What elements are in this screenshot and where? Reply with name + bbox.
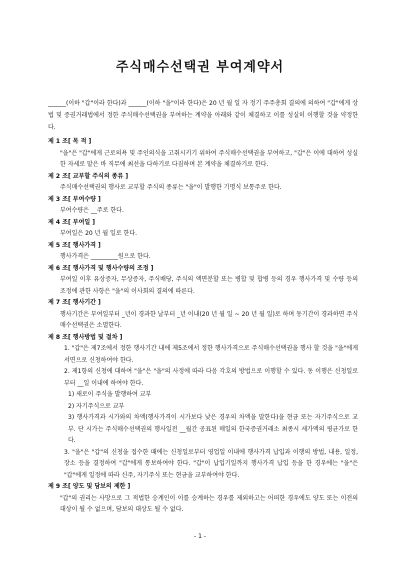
article-1 xyxy=(48,136,358,171)
article-heading: 제 2 조[ 교부할 주식의 종류 ] xyxy=(48,172,129,180)
article-item: 1. "갑"은 제7조에서 정한 행사기간 내에 제5조에서 정한 행사가격으로 주식매수선택권을 행사 할 것을 "을"에게 서면으로 신청하여야 한다. xyxy=(64,345,358,364)
article-5 xyxy=(48,240,358,263)
article-text: "갑"의 권리는 사망으로 그 적법한 승계인이 이를 승계하는 경우를 제외하고는 어떠한 경우에도 양도 또는 이전의 대상이 될 수 없으며, 담보의 대상도 될 수 없다. xyxy=(60,494,358,513)
article-9 xyxy=(48,481,358,516)
article-text: 부여일은 20 년 월 일로 한다. xyxy=(60,230,138,237)
article-subitem: 2) 자기주식으로 교부 xyxy=(68,402,125,410)
article-heading: 제 8 조[ 행사방법 및 절차 ] xyxy=(48,333,123,341)
article-heading: 제 6 조[ 행사가격 및 행사수량의 조정 ] xyxy=(48,264,154,272)
article-heading: 제 4 조[ 부여일 ] xyxy=(48,218,95,226)
article-text: 행사기간은 부여일부터 _년이 경과한 날부터 _년 이내(20 년 월 일 ~ 20 년 월 일)로 하며 동기간이 경과하면 주식매수선택권은 소멸한다. xyxy=(60,310,358,329)
article-text: 부여일 이후 유상증자, 무상증자, 주식배당, 주식의 액면분할 또는 병합 및 합병 등의 경우 행사가격 및 수량 등의 조정에 관한 사항은 "을"의 이사회의 결의에 따른다. xyxy=(60,276,358,295)
article-text: 행사가격은 _________원으로 한다. xyxy=(60,253,151,260)
article-6 xyxy=(48,263,358,298)
intro-paragraph: ______(이하 "갑"이라 한다)과 ______(이하 "을"이라 한다)은 20 년 월 일 자 정기 주주총회 결의에 의하여 "갑"에게 상법 및 증권거래법에서 정한 주식매수선택권을 부여하는 계약을 아래와 같이 체결하고 이를 성실히 이행할 것을 약정한다. xyxy=(48,100,358,131)
document-title: 주식매수선택권 부여계약서 xyxy=(115,60,285,75)
article-item: 2. 제1항의 신청에 대하여 "을"은 "을"의 사정에 따라 다음 각호의 방법으로 이행할 수 있다. 동 이행은 신청일로부터 __일 이내에 하여야 한다. xyxy=(64,368,358,387)
article-text: "을"은 "갑"에게 근로의욕 및 주인의식을 고취시키기 위하여 주식매수선택권을 부여하고, "갑"은 이에 대하여 성실한 자세로 맡은 바 직무에 최선을 다하기로 다짐하며 본 계약을 체결하기로 한다. xyxy=(60,149,358,168)
article-8 xyxy=(48,332,358,482)
article-3 xyxy=(48,194,358,217)
article-heading: 제 7 조[ 행사기간 ] xyxy=(48,299,101,306)
article-subitem: 1) 새로이 주식을 발행하여 교부 xyxy=(68,391,152,398)
article-heading: 제 9 조[ 양도 및 담보의 제한 ] xyxy=(48,483,131,490)
article-item: 3. "을"은 "갑"의 신청을 접수한 때에는 신청일로부터 영업일 이내에 행사가격 납입과 이행의 방법, 내용, 일정, 장소 등을 결정하여 "갑"에게 통보하여야 한다. "갑"이 납입기일까지 행사가격 납입 등을 한 경우에는 "을"은 "갑"에게 일정에 따라 신주, 자기주식 또는 현금을 교부하여야 한다. xyxy=(64,448,358,479)
document-body xyxy=(48,136,358,516)
article-heading: 제 1 조[ 목 적 ] xyxy=(48,138,92,145)
article-2 xyxy=(48,171,358,194)
article-4 xyxy=(48,217,358,240)
article-heading: 제 3 조[ 부여수량 ] xyxy=(48,195,101,203)
article-7 xyxy=(48,297,358,332)
article-text: 부여수량은 __주로 한다. xyxy=(60,207,124,214)
article-subitem: 3) 행사가격과 시가와의 차액(행사가격이 시가보다 낮은 경우의 차액을 말한다)을 현금 또는 자기주식으로 교부. 단 시가는 주식매수선택권의 행사일전 __월간 공표된 매일의 한국증권거래소 최종시 세가액의 평균가로 한다. xyxy=(68,414,358,444)
page-number: - 1 - xyxy=(194,533,206,540)
article-heading: 제 5 조[ 행사가격 ] xyxy=(48,241,101,249)
article-text: 주식매수선택권의 행사로 교부할 주식의 종류는 "을"이 발행한 기명식 보통주로 한다. xyxy=(60,184,282,191)
